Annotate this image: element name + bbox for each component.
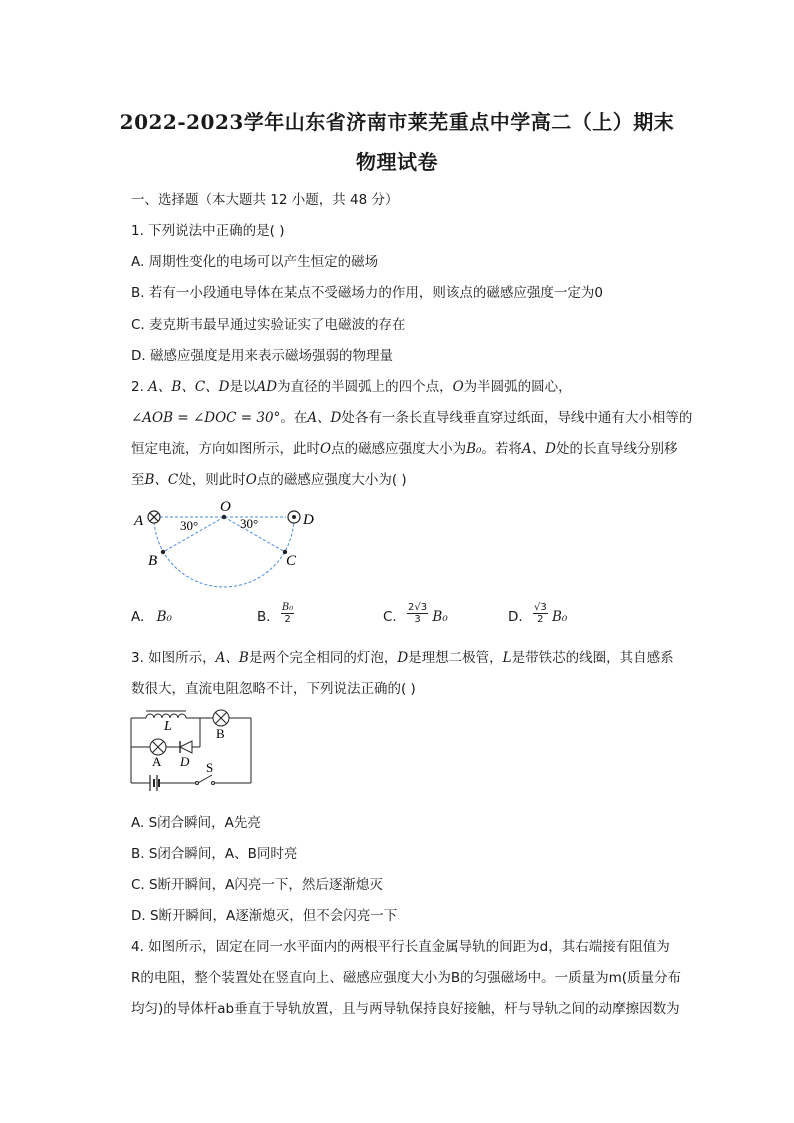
- math-center: O: [452, 379, 464, 395]
- label-d: D: [180, 754, 190, 769]
- semicircle-arc: [154, 517, 294, 587]
- q3-option-b: B. S闭合瞬间，A、B同时亮: [131, 846, 298, 862]
- switch-contact: [212, 782, 215, 785]
- text: 是理想二极管，: [408, 650, 503, 666]
- label-s: S: [206, 760, 214, 775]
- math-ad: A、D: [521, 441, 556, 457]
- q3-stem-line1: [131, 646, 674, 666]
- wire-out-of-page-icon: [288, 511, 300, 523]
- label-c: C: [286, 553, 297, 569]
- math-angle: ∠AOB = ∠DOC = 30°: [131, 410, 281, 426]
- q1-option-a: A. 周期性变化的电场可以产生恒定的磁场: [131, 254, 379, 270]
- math-b0: B₀: [466, 441, 482, 457]
- switch-contact: [196, 782, 199, 785]
- q3-option-a: A. S闭合瞬间，A先亮: [131, 815, 261, 831]
- fraction-numerator: 2√3: [408, 602, 428, 613]
- q2-option-d: [508, 602, 567, 625]
- q3-stem-line2: 数很大，直流电阻忽略不计，下列说法正确的( ): [131, 681, 416, 697]
- q2-stem-line4: [131, 468, 407, 488]
- math-o: O: [320, 441, 332, 457]
- text: 处各有一条长直导线垂直穿过纸面，导线中通有大小相等的: [341, 410, 693, 426]
- q4-stem-line3: 均匀)的导体杆ab垂直于导轨放置，且与两导轨保持良好接触，杆与导轨之间的动摩擦因数为: [131, 1001, 680, 1017]
- text: 是带铁芯的线圈，其自感系: [511, 650, 674, 666]
- text: 。若将: [481, 441, 522, 457]
- q2-stem-line3: [131, 437, 678, 457]
- fraction: [281, 602, 294, 625]
- math-diameter: AD: [256, 379, 278, 395]
- option-letter: C.: [383, 609, 397, 625]
- option-letter: D.: [508, 609, 523, 625]
- switch-blade: [198, 775, 212, 783]
- math-d: D: [397, 650, 409, 666]
- q2-semicircle-figure: [128, 498, 328, 590]
- label-l: L: [164, 719, 172, 734]
- angle-label-left: 30°: [180, 518, 199, 533]
- q1-option-b: B. 若有一小段通电导体在某点不受磁场力的作用，则该点的磁感应强度一定为0: [131, 285, 603, 301]
- fraction: [533, 602, 548, 625]
- text: 点的磁感应强度大小为( ): [256, 472, 407, 488]
- label-b: B: [216, 726, 225, 741]
- fraction-denominator: 2: [284, 614, 291, 625]
- text: 点的磁感应强度大小为: [331, 441, 467, 457]
- text: 为半圆弧的圆心，: [463, 379, 572, 395]
- math-o: O: [245, 472, 257, 488]
- fraction: [407, 602, 428, 625]
- q2-option-a: [131, 609, 172, 625]
- text: 恒定电流，方向如图所示，此时: [131, 441, 320, 457]
- fraction-denominator: 3: [414, 614, 421, 625]
- lamp-b-icon: [213, 710, 229, 726]
- lamp-a-icon: [150, 739, 166, 755]
- text: 为直径的半圆弧上的四个点，: [277, 379, 453, 395]
- q1-option-d: D. 磁感应强度是用来表示磁场强弱的物理量: [131, 348, 393, 364]
- q2-stem-line1: [131, 375, 572, 395]
- text: 处的长直导线分别移: [556, 441, 678, 457]
- angle-label-right: 30°: [240, 516, 259, 531]
- label-o: O: [220, 499, 231, 515]
- point-b: [161, 550, 165, 554]
- option-value: B₀: [432, 609, 448, 625]
- math-points: A、B、C、D: [148, 379, 230, 395]
- option-letter: A.: [131, 609, 145, 625]
- q3-circuit-figure: [128, 706, 258, 792]
- text: 至: [131, 472, 145, 488]
- exam-title-line1: 2022-2023学年山东省济南市莱芜重点中学高二（上）期末: [119, 110, 675, 134]
- option-letter: B.: [257, 609, 271, 625]
- section-heading: 一、选择题（本大题共 12 小题，共 48 分）: [131, 192, 399, 208]
- option-value: B₀: [156, 609, 172, 625]
- battery-icon: [150, 775, 159, 791]
- q4-stem-line2: R的电阻，整个装置处在竖直向上、磁感应强度大小为B的匀强磁场中。一质量为m(质量分布: [131, 970, 682, 986]
- math-ad: A、D: [307, 410, 342, 426]
- q2-stem-line2: [131, 406, 692, 426]
- label-a: A: [152, 754, 162, 769]
- math-ab: A、B: [215, 650, 249, 666]
- label-a: A: [134, 513, 144, 529]
- text: 是两个完全相同的灯泡，: [248, 650, 398, 666]
- point-o: [222, 515, 226, 519]
- option-value: B₀: [552, 609, 568, 625]
- diode-icon: [180, 741, 194, 753]
- text: 是以: [229, 379, 257, 395]
- q3-option-c: C. S断开瞬间，A闪亮一下，然后逐渐熄灭: [131, 877, 383, 893]
- exam-title-line2: 物理试卷: [356, 150, 438, 174]
- text: 3. 如图所示，: [131, 650, 216, 666]
- q1-option-c: C. 麦克斯韦最早通过实验证实了电磁波的存在: [131, 317, 406, 333]
- fraction-numerator: B₀: [281, 602, 294, 613]
- q1-stem: 1. 下列说法中正确的是( ): [131, 223, 285, 239]
- q3-option-d: D. S断开瞬间，A逐渐熄灭，但不会闪亮一下: [131, 908, 398, 924]
- math-bc: B、C: [144, 472, 179, 488]
- q2-option-c: [383, 602, 448, 625]
- q2-number: 2.: [131, 379, 149, 395]
- q2-option-b: [257, 602, 294, 625]
- label-b: B: [148, 553, 158, 569]
- text: 。在: [280, 410, 308, 426]
- inductor-coil: [146, 714, 186, 718]
- math-l: L: [502, 650, 512, 666]
- fraction-numerator: √3: [533, 602, 547, 613]
- text: 处，则此时: [178, 472, 246, 488]
- wire-into-page-icon: [148, 511, 160, 523]
- fraction-denominator: 2: [537, 614, 544, 625]
- label-d: D: [303, 512, 314, 528]
- q4-stem-line1: 4. 如图所示，固定在同一水平面内的两根平行长直金属导轨的间距为d，其右端接有阻值为: [131, 939, 670, 955]
